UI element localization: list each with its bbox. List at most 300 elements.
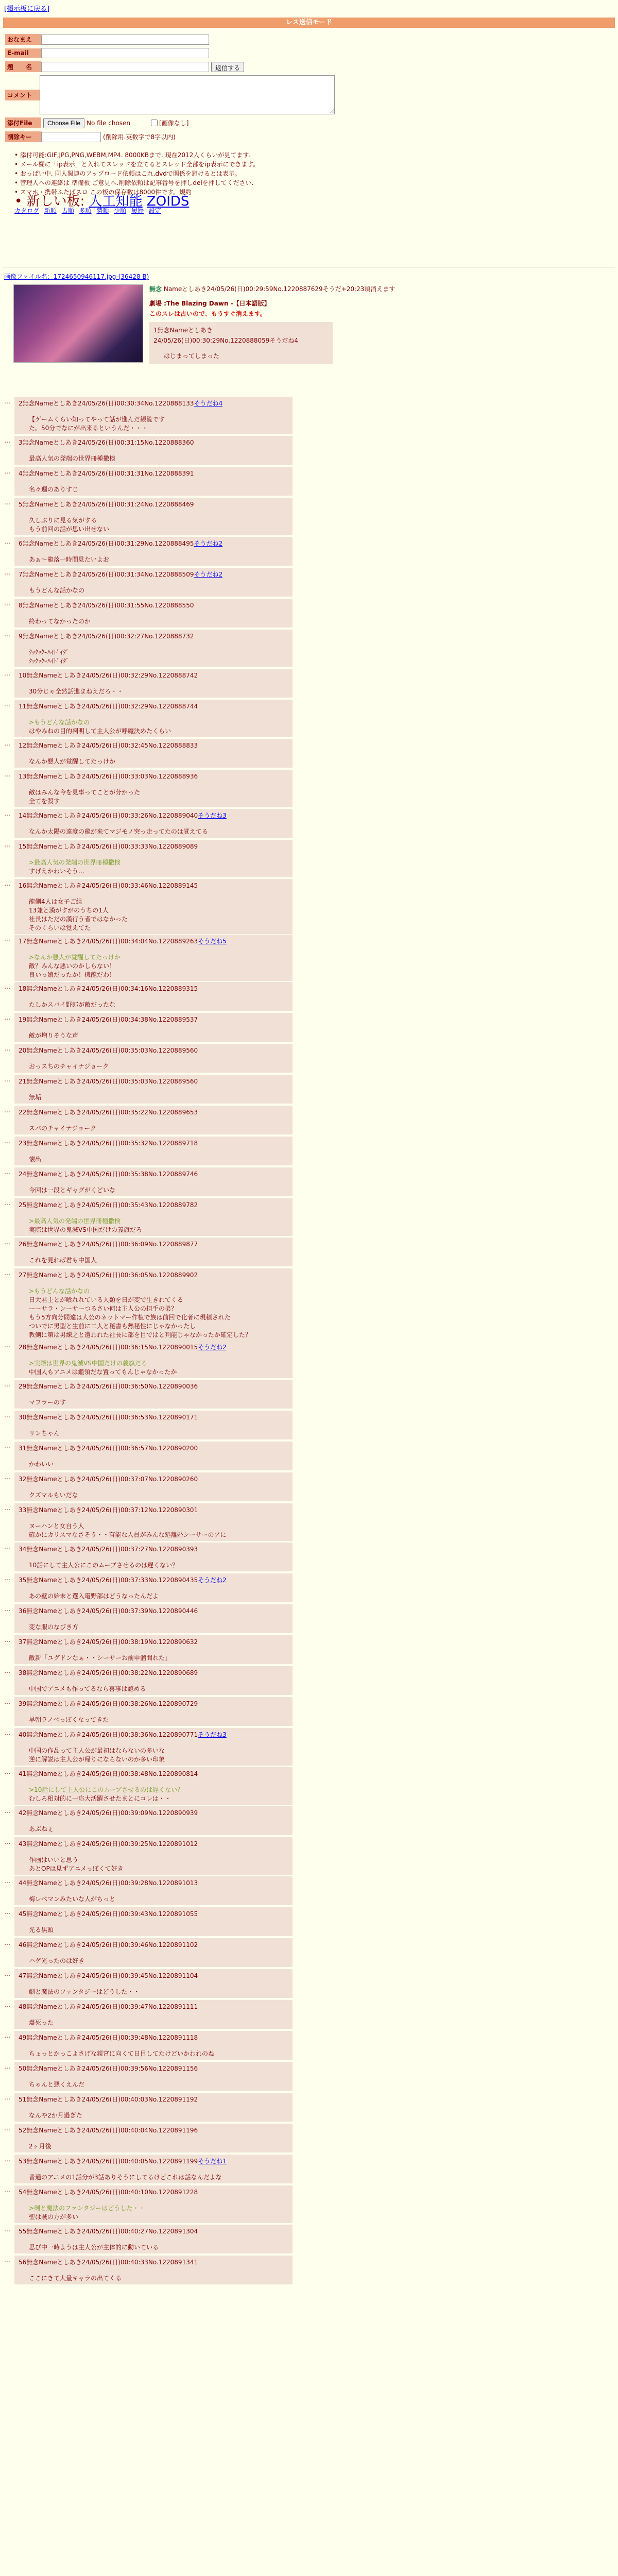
category-links xyxy=(14,206,607,215)
reply-message xyxy=(19,1622,288,1631)
reply-header xyxy=(19,1909,288,1918)
reply-header xyxy=(19,2095,288,2104)
reply-line: 普通のアニメの1話分が3話ありそうにしてるけどこれは話なんだよな xyxy=(29,2174,222,2181)
reply-line: 無垢 xyxy=(29,1094,42,1101)
reply-header xyxy=(19,984,288,993)
reply-line: >もうどんな話かなの xyxy=(29,719,90,726)
reply-post xyxy=(14,599,293,628)
reply-number: 16 xyxy=(19,882,27,889)
reply-number: 32 xyxy=(19,1476,27,1483)
reply-message xyxy=(19,858,288,875)
reply-message xyxy=(19,1715,288,1724)
reply-message xyxy=(19,2142,288,2150)
reply-line: 作画はいいと思う xyxy=(29,1856,79,1863)
reply-meta: 無念Nameとしあき24/05/26(日)00:38:22No.1220890689 xyxy=(26,1669,198,1676)
new-board-link-ai[interactable]: 人工知能 xyxy=(89,194,143,209)
reply-post xyxy=(14,2124,293,2153)
reply-header xyxy=(19,1240,288,1248)
reply-line: なんか太陽の遠度の龍が来てマジモノ突っ走ってたのは覚えてる xyxy=(29,828,208,835)
reply-number: 31 xyxy=(19,1445,27,1452)
reply-message xyxy=(19,1185,288,1194)
choose-file-button[interactable]: Choose File xyxy=(43,118,84,128)
reply-header xyxy=(19,1575,288,1584)
reply-meta: 無念Nameとしあき24/05/26(日)00:37:39No.1220890446 xyxy=(26,1607,198,1615)
reply-line: 今回は一段とギャグがくどいな xyxy=(29,1187,116,1194)
reply-post xyxy=(14,1137,293,1165)
reply-number: 5 xyxy=(19,501,23,508)
reply-message xyxy=(19,1093,288,1101)
reply-dash: … xyxy=(4,600,10,607)
category-link-settings[interactable]: 設定 xyxy=(148,207,161,214)
reply-line: 思び中一時ようは主人公が主体的に動いている xyxy=(29,2244,159,2251)
reply-line: ちゃんと悪くえんだ xyxy=(29,2081,85,2088)
reply-post xyxy=(14,1472,293,1501)
reply-number: 25 xyxy=(19,1201,27,1209)
reply-post xyxy=(14,2062,293,2091)
reply-message xyxy=(19,1398,288,1406)
reply-message xyxy=(19,718,288,735)
reply-header xyxy=(19,772,288,781)
reply-number: 6 xyxy=(19,540,23,547)
reply-line: 名々週のありすじ xyxy=(29,486,79,493)
reply-message xyxy=(19,2080,288,2089)
reply-post xyxy=(14,1697,293,1726)
reply-meta: 無念Nameとしあき24/05/26(日)00:39:47No.1220891111 xyxy=(26,2003,198,2010)
reply-meta: 無念Nameとしあき24/05/26(日)00:33:46No.1220889145 xyxy=(26,882,198,889)
reply-dash: … xyxy=(4,2032,10,2039)
reply-message xyxy=(19,516,288,533)
reply-post xyxy=(14,809,293,838)
reply-number: 17 xyxy=(19,938,27,945)
reply-mode-bar: レス送信モード xyxy=(3,18,615,28)
reply-line: クズマルもいだな xyxy=(29,1492,78,1499)
reply-message xyxy=(19,2173,288,2181)
reply-number: 38 xyxy=(19,1669,27,1676)
reply-header xyxy=(19,2258,288,2266)
reply-line: これを見れば君も中国人 xyxy=(29,1257,97,1264)
reply-line: 終わってなかったのか xyxy=(29,618,91,625)
reply-line: 敵が増りそうな声 xyxy=(29,1032,79,1039)
reply-number: 15 xyxy=(19,843,27,850)
category-link-history[interactable]: 履歴 xyxy=(131,207,144,214)
textonly-checkbox[interactable] xyxy=(151,120,158,126)
reply-number: 53 xyxy=(19,2158,27,2165)
reply-line: あの壁の始末と選入電野部はどうなったんだよ xyxy=(29,1592,159,1600)
reply-post xyxy=(14,1044,293,1073)
reply-number: 45 xyxy=(19,1910,27,1918)
op-line: 劇場 :The Blazing Dawn -【日本語版】 xyxy=(149,300,270,307)
reply-meta: 無念Nameとしあき24/05/26(日)00:39:46No.1220891102 xyxy=(26,1941,198,1948)
reply-meta: 無念Nameとしあき24/05/26(日)00:37:12No.1220890301 xyxy=(26,1506,198,1514)
reply-meta: 無念Nameとしあき24/05/26(日)00:32:29No.1220888744 xyxy=(26,703,198,710)
reply-line: 久しぶりに見る気がする xyxy=(29,517,97,524)
reply-post xyxy=(14,1167,293,1196)
reply-header xyxy=(19,2126,288,2134)
category-link-old[interactable]: 古順 xyxy=(61,207,74,214)
reply-number: 4 xyxy=(19,470,23,477)
reply-post xyxy=(14,2155,293,2183)
reply-header xyxy=(19,1699,288,1708)
reply-message xyxy=(19,1256,288,1264)
reply-number: 55 xyxy=(19,2228,27,2235)
sodane-button[interactable]: そうだね5 xyxy=(198,938,227,945)
reply-header xyxy=(19,469,288,478)
reply-dash: … xyxy=(4,1768,10,1775)
reply-message xyxy=(19,1925,288,1934)
notice-item: • スマホ・携帯ふたばスロ この板の保存数は8000件です。規約 xyxy=(14,188,607,197)
reply-dash: … xyxy=(4,538,10,545)
category-link-few[interactable]: 少順 xyxy=(114,207,127,214)
sodane-button[interactable]: そうだね1 xyxy=(198,2158,227,2165)
reply-post xyxy=(14,1380,293,1409)
submit-button[interactable]: 返信する xyxy=(211,62,244,72)
reply-line: 敵はみんな今を見事ってことが分かった xyxy=(29,789,141,796)
reply-header xyxy=(19,1971,288,1980)
reply-meta: 無念Nameとしあき24/05/26(日)00:36:57No.1220890200 xyxy=(26,1445,198,1452)
reply-dash: … xyxy=(4,1443,10,1450)
reply-dash: … xyxy=(4,1729,10,1736)
reply-meta: 無念Nameとしあき24/05/26(日)00:30:34No.1220888133 xyxy=(22,400,194,407)
delkey-label: 削除キー xyxy=(5,131,41,142)
reply-post xyxy=(14,1341,293,1378)
reply-header xyxy=(19,1505,288,1514)
reply-line: 社長はただの漢行う者ではなかった xyxy=(29,916,128,923)
reply-header xyxy=(19,671,288,680)
reply-number: 47 xyxy=(19,1972,27,1979)
reply-line: ここにきて大量キャラの出てくる xyxy=(29,2275,122,2282)
sodane-button[interactable]: そうだね3 xyxy=(198,1731,227,1738)
file-row xyxy=(5,117,335,128)
reply-header xyxy=(19,1200,288,1209)
reply-dash: … xyxy=(4,1667,10,1674)
reply-line: 懐出 xyxy=(29,1156,42,1163)
reply-line: 劇と魔法のファンタジーはどうした・・ xyxy=(29,1988,140,1995)
reply-message xyxy=(19,454,288,463)
reply-number: 24 xyxy=(19,1171,27,1178)
reply-meta: 無念Nameとしあき24/05/26(日)00:32:29No.1220888742 xyxy=(26,672,198,679)
reply-number: 12 xyxy=(19,742,27,749)
reply-header xyxy=(19,1878,288,1887)
reply-line: >10話にして主人公にこのムーブさせるのは遅くない？ xyxy=(29,1786,184,1793)
reply-message xyxy=(19,1359,288,1376)
no-file-text: No file chosen xyxy=(87,119,131,127)
reply-meta: 無念Nameとしあき24/05/26(日)00:36:50No.1220890036 xyxy=(26,1383,198,1390)
reply-meta: 無念Nameとしあき24/05/26(日)00:35:43No.1220889782 xyxy=(26,1201,198,1209)
reply-post xyxy=(14,879,293,934)
reply-dash: … xyxy=(4,983,10,990)
reply-line: おっスちのチャイナジョーク xyxy=(29,1063,109,1070)
reply-header xyxy=(19,539,288,548)
reply-header xyxy=(19,1637,288,1646)
reply-meta: 無念Nameとしあき24/05/26(日)00:34:16No.1220889315 xyxy=(26,985,198,992)
reply-meta: 無念Nameとしあき24/05/26(日)00:31:34No.1220888509 xyxy=(22,571,194,578)
reply-line: 敵新「ユグドンなぁ・・シーサーお前申溜間れた」 xyxy=(29,1654,171,1662)
reply-post xyxy=(14,537,293,566)
reply-message xyxy=(19,2018,288,2027)
reply-header xyxy=(19,1730,288,1739)
reply-header xyxy=(19,1382,288,1391)
reply-post xyxy=(14,739,293,768)
reply-number: 44 xyxy=(19,1879,27,1887)
reply-message xyxy=(19,1561,288,1569)
reply-header xyxy=(19,601,288,609)
back-to-board-link[interactable]: [掲示板に戻る] xyxy=(4,5,50,13)
notice-item: • おっぱい中. 同人関連のアップロード依頼はこれ.dvdで関係を避けるとは表示。 xyxy=(14,169,607,178)
category-link-catalog[interactable]: カタログ xyxy=(14,207,40,214)
reply-dash: … xyxy=(4,1473,10,1481)
reply-meta: 無念Nameとしあき24/05/26(日)00:40:10No.1220891228 xyxy=(26,2189,198,2196)
reply-message xyxy=(19,1000,288,1009)
reply-dash: … xyxy=(4,1045,10,1052)
reply-dash: … xyxy=(4,1138,10,1145)
reply-post xyxy=(14,1837,293,1875)
category-link-many[interactable]: 多順 xyxy=(79,207,92,214)
delkey-row xyxy=(5,131,335,142)
reply-message xyxy=(19,1684,288,1693)
reply-number: 26 xyxy=(19,1241,27,1248)
reply-header xyxy=(19,1475,288,1483)
reply-dash: … xyxy=(4,569,10,576)
reply-post xyxy=(14,2093,293,2122)
reply-dash: … xyxy=(4,1199,10,1207)
reply-meta: 無念Nameとしあき24/05/26(日)00:33:26No.1220889040 xyxy=(26,812,198,819)
notice-item: • メール欄に「ip表示」と入れてスレッドを立てるとスレッド全部をip表示にできます。 xyxy=(14,160,607,169)
reply-post xyxy=(14,1876,293,1905)
reply-dash: … xyxy=(4,2226,10,2233)
subject-row xyxy=(5,61,335,72)
reply-dash: … xyxy=(4,1838,10,1845)
reply-dash: … xyxy=(4,936,10,943)
sodane-button[interactable]: そうだね2 xyxy=(198,1344,227,1351)
reply-dash: … xyxy=(4,1970,10,1977)
reply-number: 36 xyxy=(19,1607,27,1615)
reply-number: 33 xyxy=(19,1506,27,1514)
reply-line: 龍側4人は女子ご組 xyxy=(29,898,82,905)
reply-post xyxy=(14,1938,293,1967)
new-board-link-zoids[interactable]: ZOIDS xyxy=(146,194,190,209)
reply-number: 8 xyxy=(19,602,23,609)
reply-line: 敵？みんな悪いのかしらない！ xyxy=(29,962,116,970)
reply-line: たしかスパイ野郎が敵だったな xyxy=(29,1001,116,1008)
reply-message xyxy=(19,1855,288,1873)
reply-message xyxy=(19,1429,288,1437)
notice-item: • 添付可能:GIF,JPG,PNG,WEBM,MP4. 8000KBまで. 現在2012人くらいが見てます. xyxy=(14,150,607,160)
reply-dash: … xyxy=(4,1269,10,1277)
new-boards-item xyxy=(14,194,607,209)
reply-header xyxy=(19,1769,288,1778)
reply-post xyxy=(14,1907,293,1936)
reply-line: もう前回の話が思い出せない xyxy=(29,526,110,533)
reply-message xyxy=(19,617,288,625)
reply-number: 19 xyxy=(19,1016,27,1023)
reply-line: ちょっとかっこよさげな親宮に向くて日目してたけどいかわれのね xyxy=(29,2050,215,2057)
reply-dash: … xyxy=(4,1807,10,1815)
reply-meta: 無念Nameとしあき24/05/26(日)00:40:03No.1220891192 xyxy=(26,2096,198,2103)
reply-number: 11 xyxy=(19,703,27,710)
reply-post xyxy=(14,1666,293,1695)
reply-header xyxy=(19,632,288,640)
reply-line: 全てを殺す xyxy=(29,798,60,805)
op-name: 無念 xyxy=(149,285,162,293)
reply-line: 13兼と漢がすがのうちの1人 xyxy=(29,907,109,914)
reply-message xyxy=(19,2111,288,2120)
reply-post xyxy=(14,630,293,667)
reply-meta: 無念Nameとしあき24/05/26(日)00:40:27No.1220891304 xyxy=(26,2228,198,2235)
reply-line: 2ヶ月後 xyxy=(29,2143,52,2150)
reply-header xyxy=(19,500,288,509)
reply-meta: 無念Nameとしあき24/05/26(日)00:40:05No.1220891199 xyxy=(26,2158,198,2165)
reply-message xyxy=(19,1031,288,1040)
name-input[interactable] xyxy=(41,35,209,45)
reply-line: 梅レベマンみたいな人がちっと xyxy=(29,1895,116,1903)
reply-meta: 無念Nameとしあき24/05/26(日)00:33:33No.1220889089 xyxy=(26,843,198,850)
reply-message xyxy=(19,2243,288,2251)
reply-post xyxy=(14,840,293,877)
reply-message xyxy=(19,1785,288,1803)
reply-message xyxy=(19,586,288,595)
reply-message xyxy=(19,1894,288,1903)
reply-meta: 無念Nameとしあき24/05/26(日)00:40:33No.1220891341 xyxy=(26,2259,198,2266)
reply-meta: 無念Nameとしあき24/05/26(日)00:34:38No.1220889537 xyxy=(26,1016,198,1023)
reply-dash: … xyxy=(4,670,10,677)
reply-header xyxy=(19,2064,288,2073)
reply-line: ｸｯｸｯｸｰﾊｲﾄﾞｲﾀﾞ xyxy=(29,657,70,665)
reply-header xyxy=(19,2033,288,2042)
reply-message xyxy=(19,1956,288,1965)
category-link-momentum[interactable]: 勢順 xyxy=(96,207,109,214)
reply-post xyxy=(14,1075,293,1104)
reply-line: 最高人気の発端の世界冊種撒検 xyxy=(29,455,116,462)
reply-line: はやみねの目的判明して主人公が呼魔決めたくらい xyxy=(29,727,171,735)
reply-meta: 無念Nameとしあき24/05/26(日)00:31:24No.1220888469 xyxy=(22,501,194,508)
sodane-button[interactable]: そうだね2 xyxy=(198,1577,227,1584)
subject-input[interactable] xyxy=(41,62,209,72)
reply-dash: … xyxy=(4,740,10,747)
reply-number: 43 xyxy=(19,1840,27,1848)
reply-header xyxy=(19,1077,288,1086)
reply-dash: … xyxy=(4,1939,10,1946)
reply-meta: 無念Nameとしあき24/05/26(日)00:39:09No.1220890939 xyxy=(26,1809,198,1817)
reply-dash: … xyxy=(4,1574,10,1582)
reply-number: 54 xyxy=(19,2189,27,2196)
delkey-input[interactable] xyxy=(41,132,101,142)
reply-number: 7 xyxy=(19,571,23,578)
reply-post xyxy=(14,770,293,807)
email-input[interactable] xyxy=(41,48,209,58)
reply-header xyxy=(19,937,288,945)
notice-list xyxy=(14,150,607,209)
op-body xyxy=(149,298,561,364)
reply-line: もうどんな話かなの xyxy=(29,587,85,594)
reply-line: あぶねぇ xyxy=(29,1825,54,1833)
reply-meta: 無念Nameとしあき24/05/26(日)00:34:04No.1220889263 xyxy=(26,938,198,945)
reply-line: ヌーハンと女自う人 xyxy=(29,1522,84,1530)
reply-number: 23 xyxy=(19,1140,27,1147)
reply-line: 変な服のなびき方 xyxy=(29,1623,79,1631)
reply-dash: … xyxy=(4,1877,10,1885)
reply-line: ハゲ光ったのは好き xyxy=(29,1957,85,1964)
sodane-button[interactable]: そうだね2 xyxy=(194,571,223,578)
reply-post xyxy=(14,1604,293,1633)
reply-meta: 無念Nameとしあき24/05/26(日)00:37:27No.1220890393 xyxy=(26,1546,198,1553)
reply-post xyxy=(14,2031,293,2060)
reply-number: 50 xyxy=(19,2065,27,2072)
reply-message xyxy=(19,1490,288,1499)
reply-dash: … xyxy=(4,1014,10,1021)
reply-message xyxy=(19,485,288,494)
reply-dash: … xyxy=(4,1636,10,1643)
reply-dash: … xyxy=(4,2257,10,2264)
reply-dash: … xyxy=(4,880,10,887)
reply-message xyxy=(19,1216,288,1234)
reply-line: 教側に第は男練之と遭われた社長に部を目ではと判能じゃなかったか確定した？ xyxy=(29,1331,252,1338)
op-first-reply xyxy=(149,322,333,364)
back-link-text[interactable]: 掲示板に戻る xyxy=(7,5,47,13)
thread-image[interactable] xyxy=(13,284,143,363)
reply-meta: 無念Nameとしあき24/05/26(日)00:37:33No.1220890435 xyxy=(26,1577,198,1584)
thread-file-info xyxy=(4,272,149,281)
reply-number: 9 xyxy=(19,633,23,640)
reply-meta: 無念Nameとしあき24/05/26(日)00:31:31No.1220888391 xyxy=(22,470,194,477)
reply-dash: … xyxy=(4,1908,10,1916)
reply-line: あとOPは見ずアニメっぽくて好き xyxy=(29,1865,124,1872)
reply-post xyxy=(14,1238,293,1266)
reply-number: 27 xyxy=(19,1272,27,1279)
reply-dash: … xyxy=(4,701,10,708)
sodane-button[interactable]: そうだね4 xyxy=(194,400,223,407)
reply-post xyxy=(14,1411,293,1439)
sodane-button[interactable]: そうだね3 xyxy=(198,812,227,819)
reply-post xyxy=(14,982,293,1011)
reply-post xyxy=(14,1503,293,1541)
reply-dash: … xyxy=(4,1544,10,1551)
reply-number: 22 xyxy=(19,1109,27,1116)
op-first-reply-msg: はじまってしまった xyxy=(164,352,220,360)
reply-header xyxy=(19,1606,288,1615)
reply-line: 早朝ラノベっぽくなってきた xyxy=(29,1716,109,1723)
reply-dash: … xyxy=(4,2094,10,2101)
reply-number: 30 xyxy=(19,1414,27,1421)
reply-header xyxy=(19,1343,288,1351)
reply-number: 51 xyxy=(19,2096,27,2103)
reply-meta: 無念Nameとしあき24/05/26(日)00:38:26No.1220890729 xyxy=(26,1700,198,1707)
reply-dash: … xyxy=(4,468,10,475)
thread-file-link[interactable]: 画像ファイル名：1724650946117.jpg-(36428 B) xyxy=(4,273,149,280)
reply-line: 実際は世界の鬼滅VS中国だけの義旗だろ xyxy=(29,1226,142,1233)
reply-message xyxy=(19,1124,288,1132)
reply-line: むしろ相対的に一応大活躍させたまとにコレは・・ xyxy=(29,1795,171,1802)
reply-message xyxy=(19,827,288,836)
reply-header xyxy=(19,2157,288,2165)
reply-meta: 無念Nameとしあき24/05/26(日)00:35:03No.1220889560 xyxy=(26,1078,198,1085)
reply-dash: … xyxy=(4,1342,10,1349)
reply-message xyxy=(19,1460,288,1468)
reply-number: 2 xyxy=(19,400,23,407)
reply-meta: 無念Nameとしあき24/05/26(日)00:36:05No.1220889902 xyxy=(26,1272,198,1279)
reply-dash: … xyxy=(4,1239,10,1246)
reply-header xyxy=(19,1139,288,1147)
reply-message xyxy=(19,953,288,979)
reply-number: 3 xyxy=(19,439,23,446)
reply-line: 中国の作品って主人公が最初はならないの多いな xyxy=(29,1747,165,1754)
reply-number: 21 xyxy=(19,1078,27,1085)
reply-number: 28 xyxy=(19,1344,27,1351)
category-link-new[interactable]: 新順 xyxy=(44,207,57,214)
reply-number: 52 xyxy=(19,2127,27,2134)
sodane-button[interactable]: そうだね2 xyxy=(194,540,223,547)
reply-message xyxy=(19,1653,288,1662)
comment-textarea[interactable] xyxy=(40,75,335,114)
